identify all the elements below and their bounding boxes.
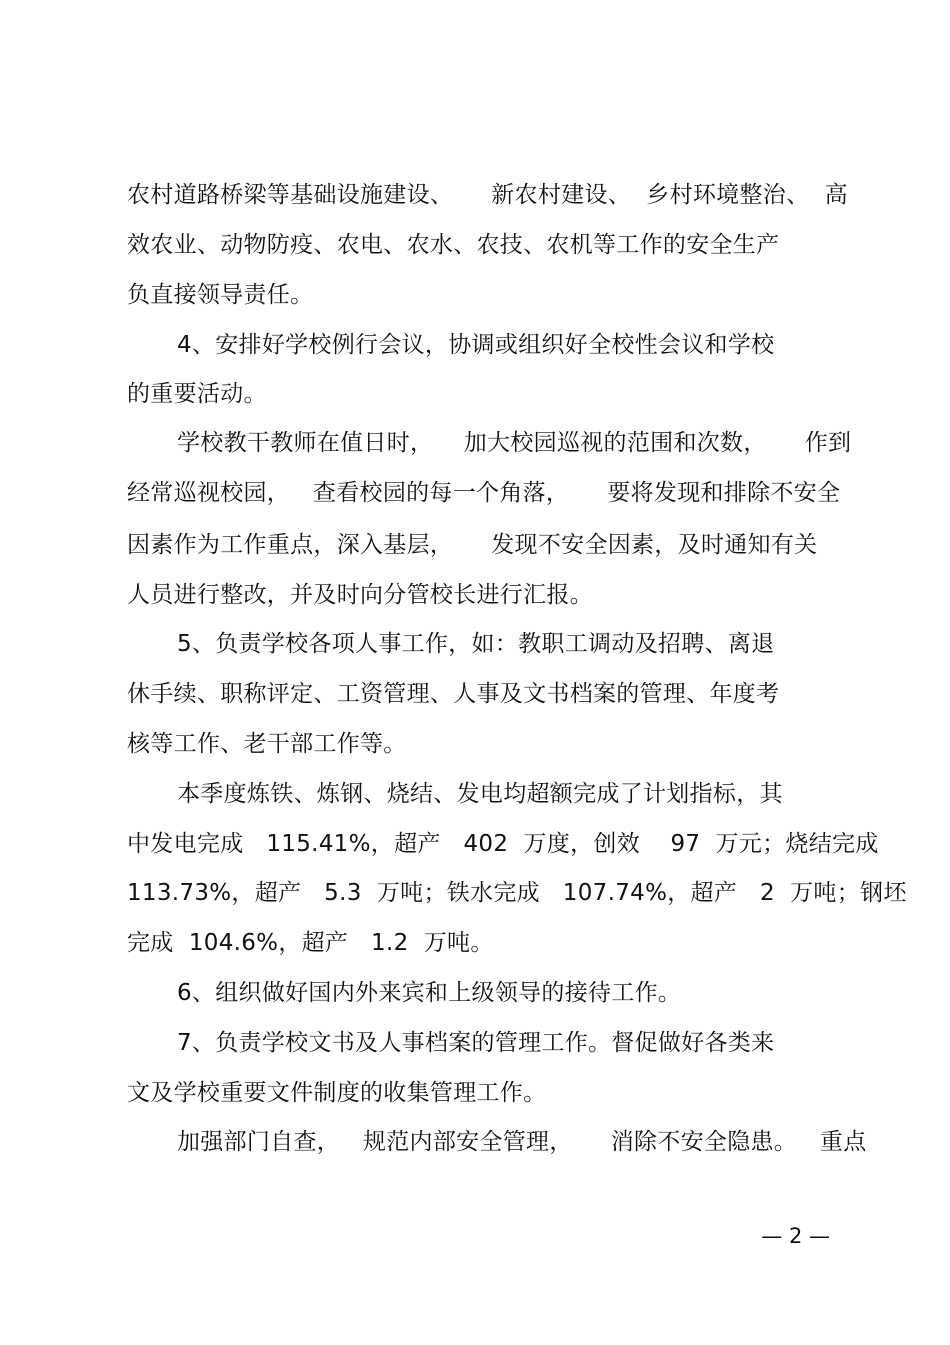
body-line-20: 加强部门自查， 规范内部安全管理， 消除不安全隐患。 重点 <box>177 1129 867 1155</box>
body-line-18: 7、负责学校文书及人事档案的管理工作。督促做好各类来 <box>177 1030 775 1056</box>
body-line-13: 本季度炼铁、炼钢、烧结、发电均超额完成了计划指标，其 <box>177 781 783 807</box>
body-line-6: 学校教干教师在值日时， 加大校园巡视的范围和次数， 作到 <box>177 430 852 456</box>
body-line-15: 113.73%，超产 5.3 万吨；铁水完成 107.74%，超产 2 万吨；钢坯 <box>127 880 907 906</box>
body-line-8: 因素作为工作重点，深入基层， 发现不安全因素，及时通知有关 <box>127 532 818 558</box>
body-line-3: 负直接领导责任。 <box>127 282 314 308</box>
body-line-11: 休手续、职称评定、工资管理、人事及文书档案的管理、年度考 <box>127 681 780 707</box>
body-line-14: 中发电完成 115.41%，超产 402 万度，创效 97 万元；烧结完成 <box>127 831 879 857</box>
body-line-4: 4、安排好学校例行会议，协调或组织好全校性会议和学校 <box>177 332 775 358</box>
body-line-1: 农村道路桥梁等基础设施建设、 新农村建设、 乡村环境整治、 高 <box>127 182 848 208</box>
body-line-12: 核等工作、老干部工作等。 <box>127 731 407 757</box>
body-line-16: 完成 104.6%，超产 1.2 万吨。 <box>127 930 494 956</box>
body-line-10: 5、负责学校各项人事工作，如：教职工调动及招聘、离退 <box>177 631 775 657</box>
body-line-19: 文及学校重要文件制度的收集管理工作。 <box>127 1080 547 1106</box>
body-line-9: 人员进行整改，并及时向分管校长进行汇报。 <box>127 582 593 608</box>
body-line-7: 经常巡视校园， 查看校园的每一个角落， 要将发现和排除不安全 <box>127 480 841 506</box>
body-line-17: 6、组织做好国内外来宾和上级领导的接待工作。 <box>177 980 682 1006</box>
body-line-2: 效农业、动物防疫、农电、农水、农技、农机等工作的安全生产 <box>127 232 780 258</box>
body-line-5: 的重要活动。 <box>127 381 267 407</box>
page-number: — 2 — <box>761 1224 830 1248</box>
